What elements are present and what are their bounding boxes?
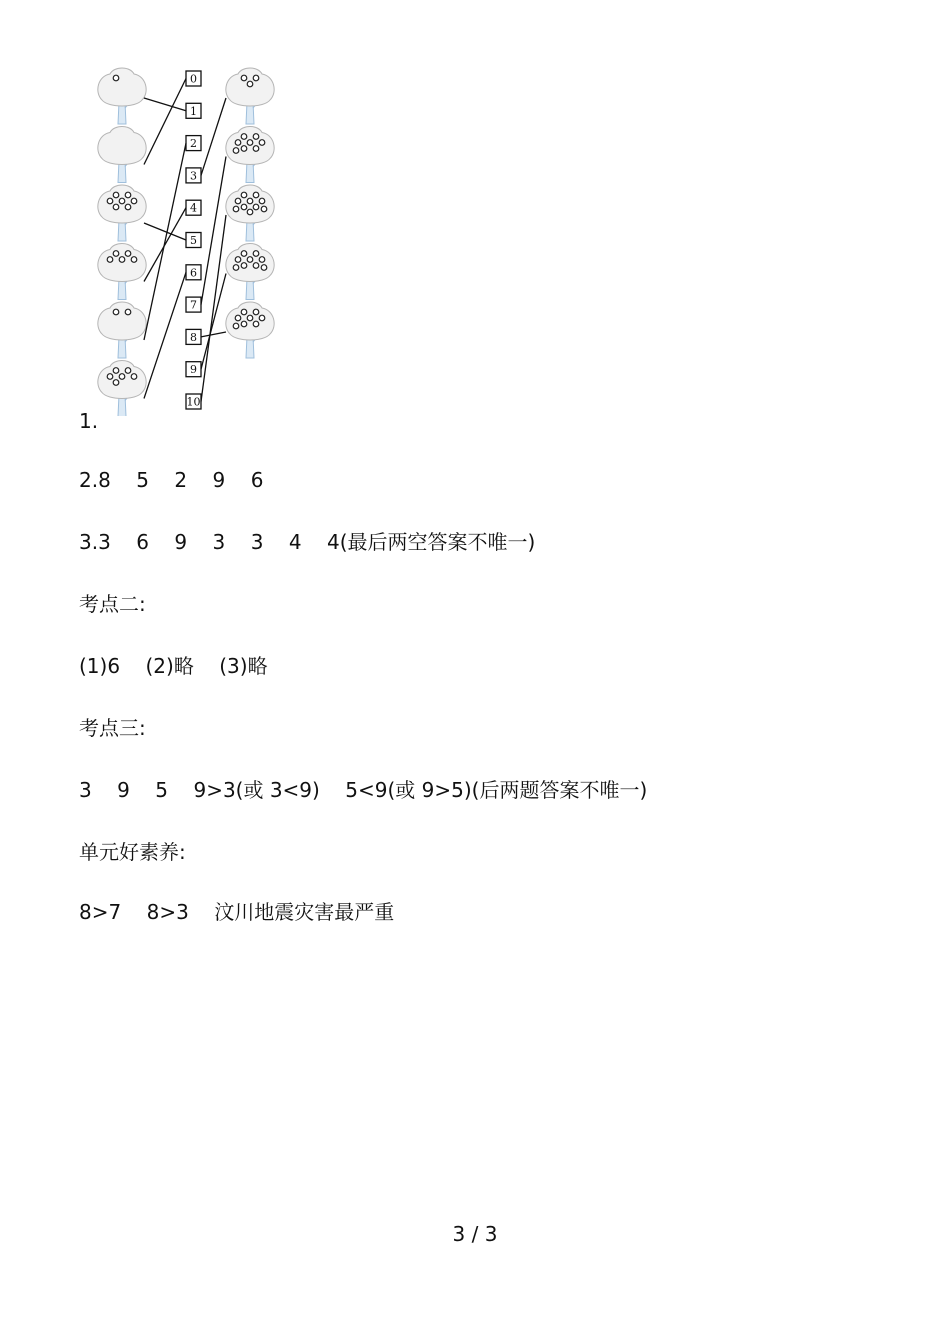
apple-icon [131,374,137,380]
answer-1-label: 1. [79,409,99,433]
answer-kaodian-3: 3 9 5 9>3(或 3<9) 5<9(或 9>5)(后两题答案不唯一) [79,778,648,802]
apple-icon [259,315,265,321]
apple-icon [235,315,241,321]
number-box-label: 10 [186,395,201,409]
left-tree-canopy [98,302,146,340]
apple-icon [241,251,247,257]
number-box-label: 1 [190,104,197,118]
apple-icon [259,198,265,204]
apple-icon [247,257,253,263]
left-match-line [144,79,186,165]
apple-icon [113,204,119,210]
answer-2: 2.8 5 2 9 6 [79,468,264,492]
apple-icon [259,140,265,146]
apple-icon [113,192,119,198]
right-match-line [201,157,226,305]
apple-icon [107,374,113,380]
apple-icon [235,257,241,263]
section-heading-kaodian-2: 考点二: [79,592,146,616]
number-box-label: 9 [190,363,197,377]
apple-icon [241,204,247,210]
apple-icon [247,198,253,204]
apple-icon [235,140,241,146]
apple-icon [253,146,259,152]
apple-icon [113,251,119,257]
apple-icon [253,263,259,269]
answer-unit: 8>7 8>3 汶川地震灾害最严重 [79,900,395,924]
apple-icon [125,204,131,210]
apple-icon [125,251,131,257]
answer-kaodian-2: (1)6 (2)略 (3)略 [79,654,268,678]
apple-icon [119,374,125,380]
apple-icon [253,134,259,140]
left-match-line [144,223,186,240]
apple-icon [233,148,239,154]
apple-icon [131,198,137,204]
apple-icon [261,265,267,271]
apple-icon [253,321,259,327]
number-box-label: 6 [190,266,197,280]
apple-icon [253,192,259,198]
apple-icon [233,206,239,212]
apple-icon [247,209,253,215]
number-box-label: 5 [190,234,197,247]
apple-icon [125,368,131,374]
apple-icon [253,251,259,257]
apple-icon [233,323,239,329]
answer-3: 3.3 6 9 3 3 4 4(最后两空答案不唯一) [79,530,536,554]
apple-icon [113,368,119,374]
apple-icon [125,309,131,315]
left-match-line [144,272,186,398]
apple-icon [241,192,247,198]
apple-icon [247,140,253,146]
apple-icon [241,75,247,81]
apple-icon [247,315,253,321]
number-box-label: 8 [190,330,197,344]
apple-icon [241,134,247,140]
number-box-label: 0 [190,72,197,86]
apple-icon [113,309,119,315]
apple-icon [119,257,125,263]
apple-icon [241,321,247,327]
page-number: 3 / 3 [452,1222,498,1246]
number-box-label: 4 [190,201,197,215]
apple-icon [253,204,259,210]
right-match-line [201,274,226,370]
number-box-label: 7 [190,298,197,312]
right-match-line [201,215,226,402]
left-match-line [144,143,186,340]
apple-icon [259,257,265,263]
apple-icon [107,257,113,263]
apple-icon [241,146,247,152]
apple-icon [253,309,259,315]
apple-icon [119,198,125,204]
apple-icon [131,257,137,263]
apple-icon [113,380,119,386]
section-heading-unit: 单元好素养: [79,840,186,864]
left-match-line [144,98,186,111]
section-heading-kaodian-3: 考点三: [79,716,146,740]
tree-number-matching-figure [92,64,282,416]
apple-icon [233,265,239,271]
left-tree-canopy [98,127,146,165]
left-tree-canopy [98,68,146,106]
right-match-line [201,98,226,175]
number-box-label: 3 [190,169,197,183]
apple-icon [235,198,241,204]
apple-icon [247,81,253,87]
apple-icon [253,75,259,81]
number-box-label: 2 [190,137,197,151]
apple-icon [125,192,131,198]
apple-icon [261,206,267,212]
apple-icon [241,309,247,315]
apple-icon [241,263,247,269]
right-match-line [201,332,226,337]
apple-icon [107,198,113,204]
apple-icon [113,75,119,81]
